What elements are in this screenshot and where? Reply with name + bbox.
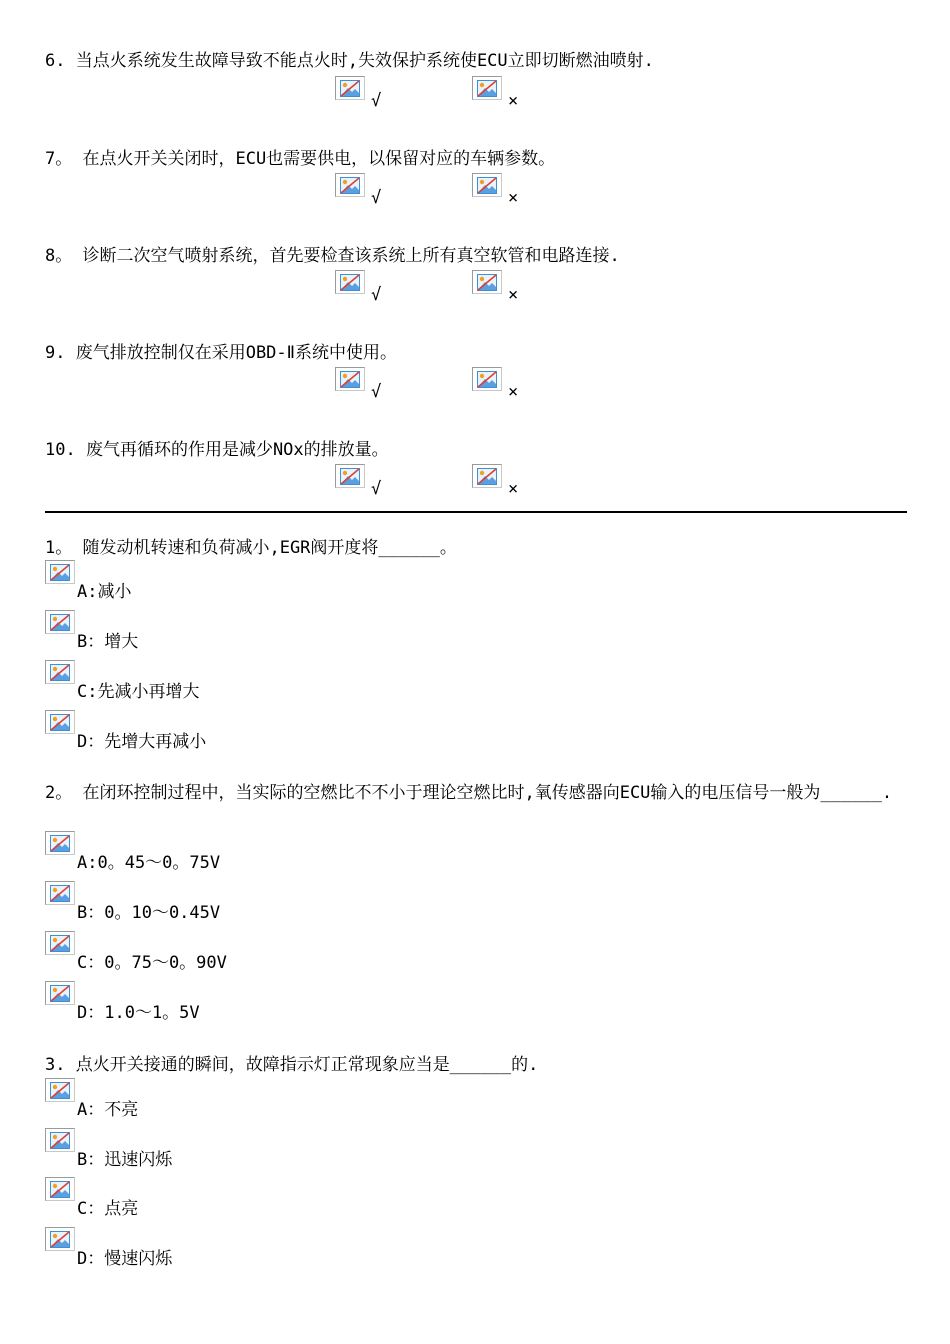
broken-image-icon: [45, 710, 75, 734]
false-option[interactable]: [472, 367, 532, 403]
choice-label: D：1.0～1。5V: [77, 1003, 200, 1023]
choice-label: C：0。75～0。90V: [77, 953, 227, 973]
broken-image-icon: [472, 173, 502, 197]
choice-label: D：先增大再减小: [77, 732, 207, 752]
broken-image-icon: [45, 1128, 75, 1152]
choice-label: A:减小: [77, 582, 132, 602]
broken-image-icon: [472, 464, 502, 488]
choice-label: A:0。45～0。75V: [77, 853, 221, 873]
broken-image-icon: [45, 1227, 75, 1251]
broken-image-icon: [45, 610, 75, 634]
question-text: 7。 在点火开关关闭时，ECU也需要供电，以保留对应的车辆参数。: [45, 149, 556, 169]
true-option[interactable]: [335, 464, 395, 500]
choice-label: C：点亮: [77, 1199, 139, 1219]
broken-image-icon: [472, 76, 502, 100]
broken-image-icon: [335, 76, 365, 100]
question-text: 10. 废气再循环的作用是减少NOx的排放量。: [45, 440, 389, 460]
cross-mark: ×: [508, 188, 519, 208]
choice-label: B：0。10～0.45V: [77, 903, 221, 923]
false-option[interactable]: [472, 173, 532, 209]
cross-mark: ×: [508, 91, 519, 111]
broken-image-icon: [335, 173, 365, 197]
true-option[interactable]: [335, 76, 395, 112]
question-text: 3. 点火开关接通的瞬间，故障指示灯正常现象应当是______的.: [45, 1055, 539, 1075]
false-option[interactable]: [472, 76, 532, 112]
choice-label: B：增大: [77, 632, 139, 652]
choice-b[interactable]: [45, 881, 445, 925]
broken-image-icon: [472, 270, 502, 294]
broken-image-icon: [45, 831, 75, 855]
broken-image-icon: [335, 367, 365, 391]
choice-label: A：不亮: [77, 1100, 139, 1120]
choice-c[interactable]: [45, 660, 445, 704]
cross-mark: ×: [508, 285, 519, 305]
broken-image-icon: [45, 560, 75, 584]
broken-image-icon: [45, 1177, 75, 1201]
question-text: 9. 废气排放控制仅在采用OBD-Ⅱ系统中使用。: [45, 343, 398, 363]
choice-d[interactable]: [45, 981, 445, 1025]
choice-c[interactable]: [45, 1177, 445, 1221]
broken-image-icon: [45, 1078, 75, 1102]
question-text: 6. 当点火系统发生故障导致不能点火时,失效保护系统使ECU立即切断燃油喷射.: [45, 51, 654, 71]
broken-image-icon: [335, 464, 365, 488]
choice-a[interactable]: [45, 560, 445, 604]
broken-image-icon: [45, 660, 75, 684]
choice-label: B：迅速闪烁: [77, 1150, 173, 1170]
cross-mark: ×: [508, 479, 519, 499]
choice-b[interactable]: [45, 610, 445, 654]
choice-label: D：慢速闪烁: [77, 1249, 173, 1269]
choice-a[interactable]: [45, 1078, 445, 1122]
cross-mark: ×: [508, 382, 519, 402]
broken-image-icon: [472, 367, 502, 391]
choice-label: C:先减小再增大: [77, 682, 200, 702]
true-option[interactable]: [335, 367, 395, 403]
check-mark: √: [371, 285, 382, 305]
choice-d[interactable]: [45, 710, 445, 754]
section-divider: [45, 511, 907, 513]
question-text: 2。 在闭环控制过程中，当实际的空燃比不不小于理论空燃比时,氧传感器向ECU输入的电压信号一般为______.: [45, 783, 893, 803]
choice-d[interactable]: [45, 1227, 445, 1271]
check-mark: √: [371, 91, 382, 111]
true-option[interactable]: [335, 173, 395, 209]
true-option[interactable]: [335, 270, 395, 306]
check-mark: √: [371, 382, 382, 402]
choice-b[interactable]: [45, 1128, 445, 1172]
check-mark: √: [371, 188, 382, 208]
broken-image-icon: [45, 931, 75, 955]
false-option[interactable]: [472, 464, 532, 500]
choice-c[interactable]: [45, 931, 445, 975]
choice-a[interactable]: [45, 831, 445, 875]
question-text: 1。 随发动机转速和负荷减小,EGR阀开度将______。: [45, 538, 457, 558]
check-mark: √: [371, 479, 382, 499]
broken-image-icon: [335, 270, 365, 294]
broken-image-icon: [45, 881, 75, 905]
question-text: 8。 诊断二次空气喷射系统，首先要检查该系统上所有真空软管和电路连接.: [45, 246, 620, 266]
broken-image-icon: [45, 981, 75, 1005]
false-option[interactable]: [472, 270, 532, 306]
